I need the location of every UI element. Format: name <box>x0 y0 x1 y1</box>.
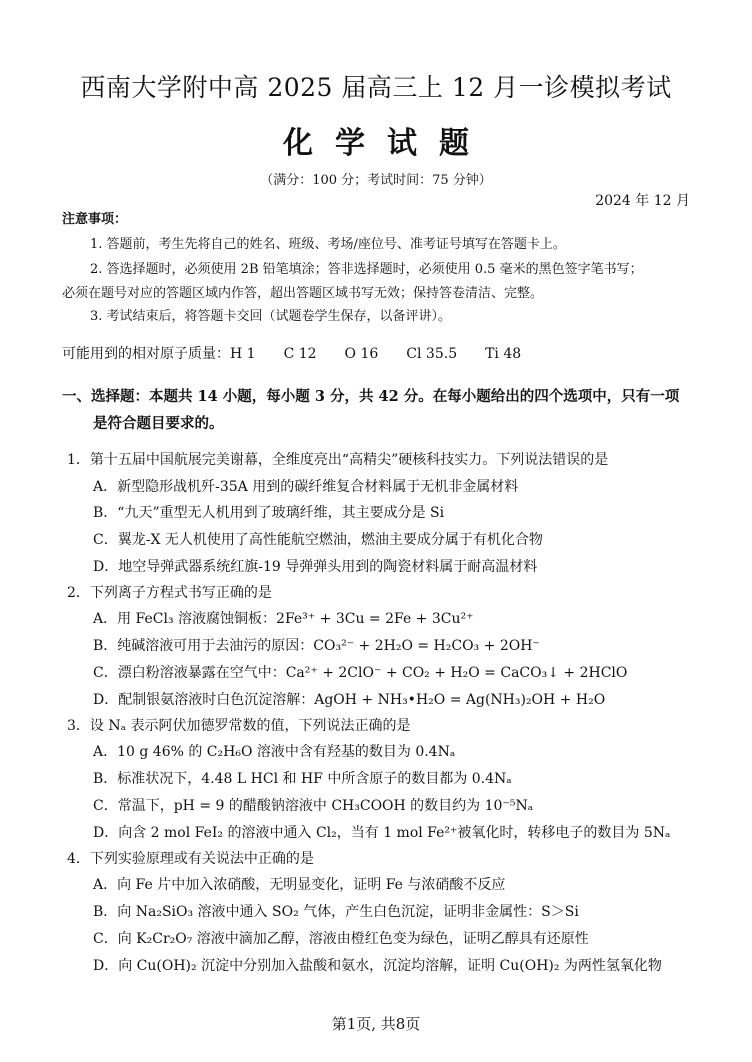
notice-item-2a: 2. 答选择题时，必须使用 2B 铅笔填涂；答非选择题时，必须使用 0.5 毫米的黑色签字笔书写； <box>90 262 643 277</box>
q2-option-a: A．用 FeCl₃ 溶液腐蚀铜板：2Fe³⁺ + 3Cu = 2Fe + 3Cu²⁺ <box>93 611 474 627</box>
section-heading-line2: 是符合题目要求的。 <box>93 415 224 432</box>
q3-stem: 3．设 Nₐ 表示阿伏加德罗常数的值，下列说法正确的是 <box>67 718 411 734</box>
q4-option-a: A．向 Fe 片中加入浓硝酸，无明显变化，证明 Fe 与浓硝酸不反应 <box>93 877 506 893</box>
q2-option-d: D．配制银氨溶液时白色沉淀溶解：AgOH + NH₃•H₂O = Ag(NH₃)₂OH + H₂O <box>93 692 606 708</box>
q4-option-d: D．向 Cu(OH)₂ 沉淀中分别加入盐酸和氨水，沉淀均溶解，证明 Cu(OH)₂ 为两性氢氧化物 <box>93 958 662 974</box>
notice-item-1: 1. 答题前，考生先将自己的姓名、班级、考场/座位号、准考证号填写在答题卡上。 <box>90 237 566 252</box>
notice-item-3: 3. 考试结束后，将答题卡交回（试题卷学生保存，以备评讲）。 <box>90 309 452 324</box>
q3-option-b: B．标准状况下，4.48 L HCl 和 HF 中所含原子的数目都为 0.4Nₐ <box>93 771 512 787</box>
section-heading-line1: 一、选择题：本题共 14 小题，每小题 3 分，共 42 分。在每小题给出的四个选项中，只有一项 <box>62 388 680 405</box>
q2-stem: 2．下列离子方程式书写正确的是 <box>67 585 272 601</box>
q1-option-a: A．新型隐形战机歼-35A 用到的碳纤维复合材料属于无机非金属材料 <box>93 479 519 495</box>
q1-option-b: B．“九天”重型无人机用到了玻璃纤维，其主要成分是 Si <box>93 505 445 521</box>
q1-stem: 1．第十五届中国航展完美谢幕，全维度亮出“高精尖”硬核科技实力。下列说法错误的是 <box>67 452 609 468</box>
page-number: 第1页, 共8页 <box>331 1015 421 1033</box>
page-title: 西南大学附中高 2025 届高三上 12 月一诊模拟考试 <box>80 73 672 102</box>
q3-option-a: A．10 g 46% 的 C₂H₆O 溶液中含有羟基的数目为 0.4Nₐ <box>93 744 456 760</box>
q3-option-c: C．常温下，pH = 9 的醋酸钠溶液中 CH₃COOH 的数目约为 10⁻⁵Nₐ <box>93 798 534 814</box>
exam-date: 2024 年 12 月 <box>595 193 690 209</box>
q1-option-d: D．地空导弹武器系统红旗-19 导弹弹头用到的陶瓷材料属于耐高温材料 <box>93 559 538 575</box>
q1-option-c: C．翼龙-X 无人机使用了高性能航空燃油，燃油主要成分属于有机化合物 <box>93 532 543 548</box>
q4-option-b: B．向 Na₂SiO₃ 溶液中通入 SO₂ 气体，产生白色沉淀，证明非金属性：S＞Si <box>93 904 579 920</box>
atomic-masses: 可能用到的相对原子质量：H 1 C 12 O 16 Cl 35.5 Ti 48 <box>62 346 522 362</box>
q4-option-c: C．向 K₂Cr₂O₇ 溶液中滴加乙醇，溶液由橙红色变为绿色，证明乙醇具有还原性 <box>93 931 589 947</box>
q2-option-c: C．漂白粉溶液暴露在空气中：Ca²⁺ + 2ClO⁻ + CO₂ + H₂O = CaCO₃↓ + 2HClO <box>93 665 628 681</box>
q4-stem: 4．下列实验原理或有关说法中正确的是 <box>67 851 314 867</box>
notice-item-2b: 必须在题号对应的答题区域内作答，超出答题区域书写无效；保持答卷清洁、完整。 <box>62 286 544 301</box>
q2-option-b: B．纯碱溶液可用于去油污的原因：CO₃²⁻ + 2H₂O = H₂CO₃ + 2OH⁻ <box>93 638 540 654</box>
q3-option-d: D．向含 2 mol FeI₂ 的溶液中通入 Cl₂，当有 1 mol Fe²⁺被氧化时，转移电子的数目为 5Nₐ <box>93 825 671 841</box>
score-time-info: （满分：100 分；考试时间：75 分钟） <box>260 173 492 188</box>
subject-title: 化学试题 <box>283 126 491 161</box>
notice-heading: 注意事项： <box>62 212 128 227</box>
